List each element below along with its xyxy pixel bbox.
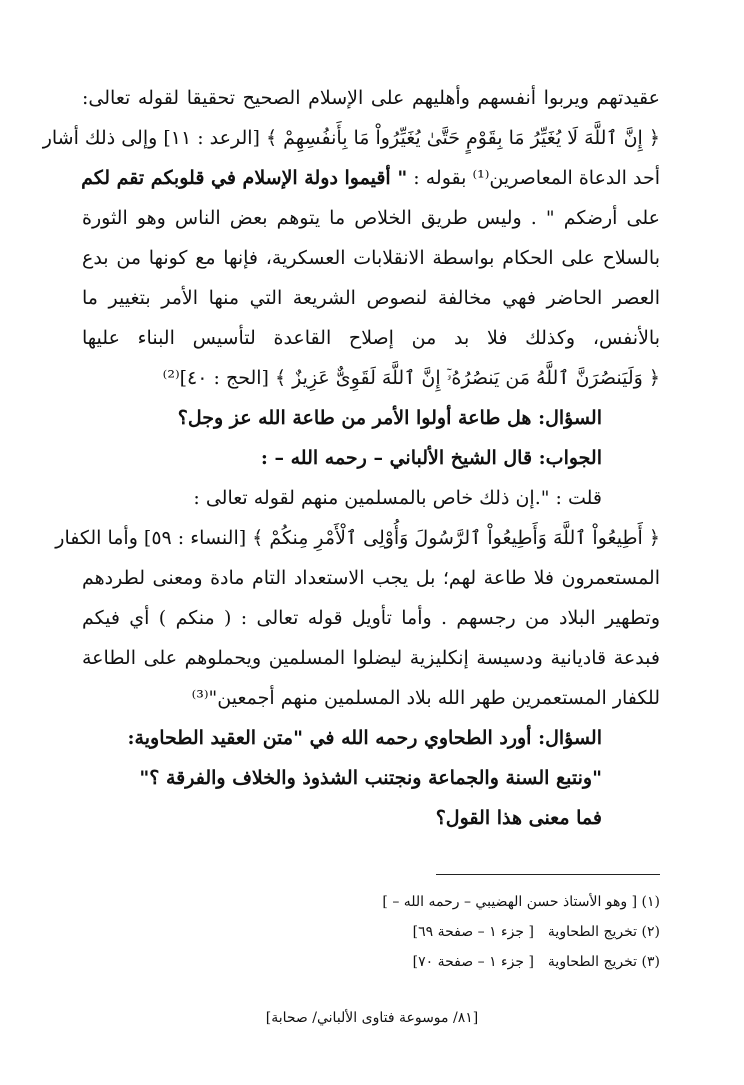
question-label: السؤال: xyxy=(538,727,602,749)
text-line: على أرضكم " . وليس طريق الخلاص ما يتوهم بعض الناس وهو الثورة xyxy=(82,207,660,229)
answer-label: الجواب: xyxy=(538,447,602,469)
question-line xyxy=(82,398,660,438)
footnote-ref: [ جزء ١ – صفحة ٧٠] xyxy=(412,954,534,970)
answer-text: قال الشيخ الألباني – رحمه الله – : xyxy=(260,447,539,469)
text-line: فبدعة قاديانية ودسيسة إنكليزية ليضلوا المسلمين ويحملوهم على الطاعة xyxy=(82,647,660,669)
footnote-divider xyxy=(436,874,660,875)
text-line: عقيدتهم ويربوا أنفسهم وأهليهم على الإسلام الصحيح تحقيقا لقوله تعالى: xyxy=(82,87,660,109)
answer-line xyxy=(82,438,660,478)
footnote-number: (١) xyxy=(641,894,660,910)
qult-line: قلت : ".إن ذلك خاص بالمسلمين منهم لقوله تعالى : xyxy=(193,487,602,509)
footnote-text: تخريج الطحاوية xyxy=(547,954,638,970)
footnotes xyxy=(240,887,660,977)
text-line: للكفار المستعمرين طهر الله بلاد المسلمين منهم أجمعين"⁽³⁾ xyxy=(191,687,660,709)
text-line: ﴿ أَطِيعُواْ ٱللَّهَ وَأَطِيعُواْ ٱلرَّسُولَ وَأُوْلِى ٱلْأَمْرِ مِنكُمْ ﴾ [النساء : ٥٩] وأما الكفار xyxy=(55,527,660,549)
footnote-text: تخريج الطحاوية xyxy=(547,924,638,940)
bold-quote: " أقيموا دولة الإسلام في قلوبكم تقم لكم xyxy=(81,167,408,189)
question-text: هل طاعة أولوا الأمر من طاعة الله عز وجل؟ xyxy=(177,407,539,429)
question-end: فما معنى هذا القول؟ xyxy=(435,807,602,829)
footnote-number: (٣) xyxy=(641,954,660,970)
question-line xyxy=(82,718,660,758)
footnote-text: [ وهو الأستاذ حسن الهضيبي – رحمه الله – ] xyxy=(382,894,638,910)
text-line: ﴿ إِنَّ ٱللَّهَ لَا يُغَيِّرُ مَا بِقَوْمٍ حَتَّىٰ يُغَيِّرُواْ مَا بِأَنفُسِهِمْ ﴾ [الرعد : ١١] وإلى ذلك أشار xyxy=(42,127,660,149)
text-line: المستعمرون فلا طاعة لهم؛ بل يجب الاستعداد التام مادة ومعنى لطردهم xyxy=(82,567,660,589)
footnote xyxy=(240,917,660,947)
text-line: بالسلاح على الحكام بواسطة الانقلابات العسكرية، فإنها مع كونها من بدع xyxy=(82,247,660,269)
footnote xyxy=(240,947,660,977)
footnote-ref: [ جزء ١ – صفحة ٦٩] xyxy=(412,924,534,940)
text-line: العصر الحاضر فهي مخالفة لنصوص الشريعة التي منها الأمر بتغيير ما xyxy=(82,287,660,309)
question-text: أورد الطحاوي رحمه الله في "متن العقيد الطحاوية: xyxy=(127,727,539,749)
question-quote: "ونتبع السنة والجماعة ونجتنب الشذوذ والخلاف والفرقة ؟" xyxy=(139,767,602,789)
footnote-number: (٢) xyxy=(641,924,660,940)
page-footer: [٨١/ موسوعة فتاوى الألباني/ صحابة] xyxy=(265,1010,479,1026)
question-label: السؤال: xyxy=(538,407,602,429)
text-line: وتطهير البلاد من رجسهم . وأما تأويل قوله تعالى : ( منكم ) أي فيكم xyxy=(82,607,660,629)
body-text xyxy=(42,78,660,838)
text-line: بالأنفس، وكذلك فلا بد من إصلاح القاعدة لتأسيس البناء عليها xyxy=(82,327,660,349)
footnote xyxy=(240,887,660,917)
text-line: ﴿ وَلَيَنصُرَنَّ ٱللَّهُ مَن يَنصُرُهُۥٓ إِنَّ ٱللَّهَ لَقَوِىٌّ عَزِيزٌ ﴾ [الحج : ٤٠]⁽²⁾ xyxy=(162,367,660,389)
text-line xyxy=(82,158,660,198)
text-line-part: أحد الدعاة المعاصرين⁽¹⁾ بقوله : " أقيموا دولة الإسلام في قلوبكم تقم لكم xyxy=(81,167,660,189)
